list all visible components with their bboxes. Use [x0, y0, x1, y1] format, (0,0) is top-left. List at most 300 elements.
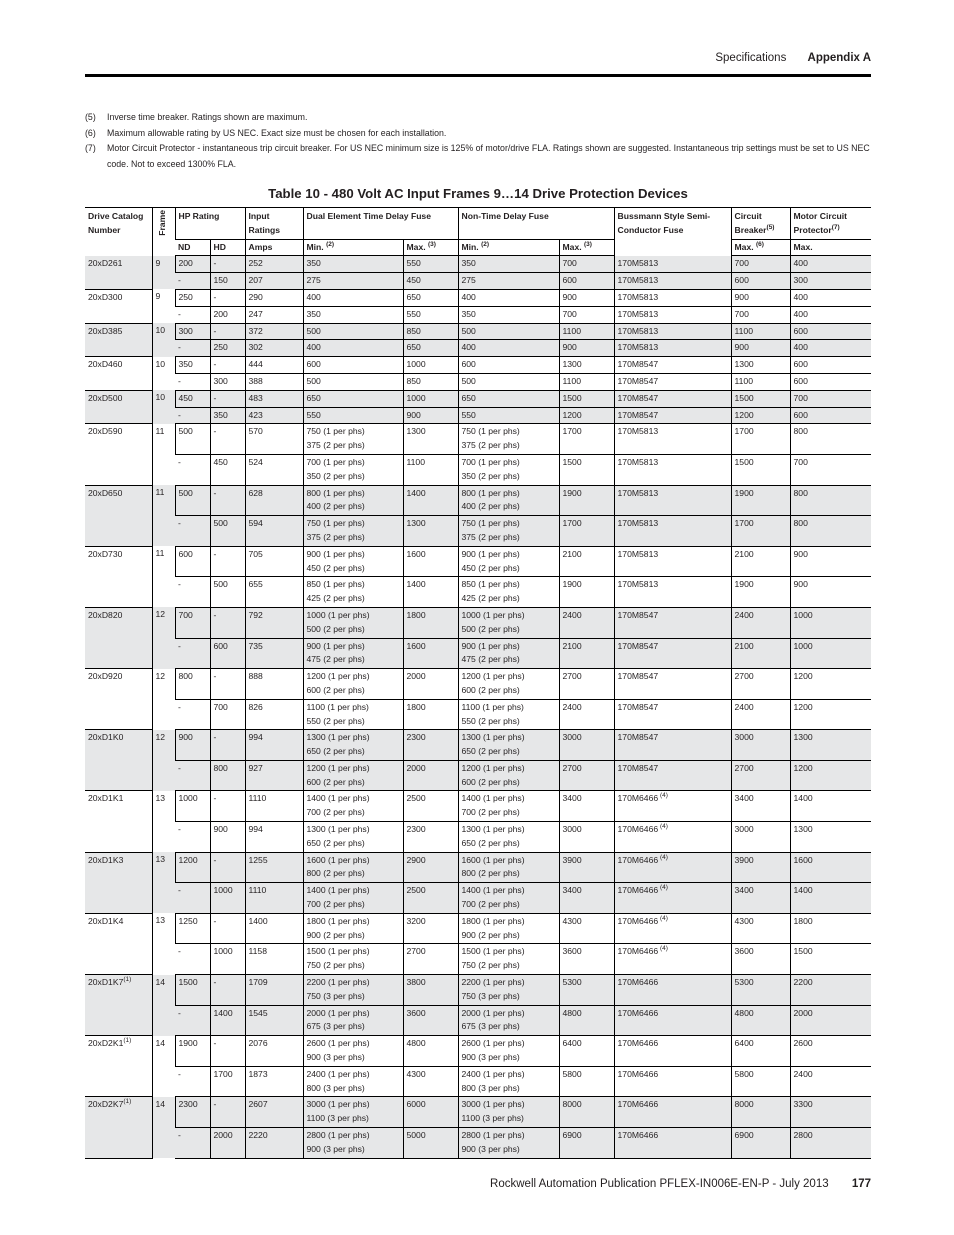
cb-cell: 3600 — [731, 944, 790, 975]
bussmann-cell: 170M5813 — [614, 340, 731, 357]
mcp-cell: 1800 — [790, 913, 871, 944]
amps-cell: 594 — [245, 516, 303, 547]
amps-cell: 252 — [245, 256, 303, 273]
catalog-cell: 20xD1K0 — [85, 730, 152, 791]
nontime-min-cell: 1600 (1 per phs) 800 (2 per phs) — [458, 852, 559, 883]
dual-max-cell: 1600 — [403, 546, 458, 577]
col-frame: Frame — [152, 208, 175, 256]
table-row — [85, 1128, 871, 1159]
dual-max-cell: 1600 — [403, 638, 458, 669]
nontime-max-cell: 2700 — [559, 669, 614, 700]
cb-cell: 8000 — [731, 1097, 790, 1128]
amps-cell: 2220 — [245, 1128, 303, 1159]
nd-cell: 200 — [175, 256, 210, 273]
hd-cell: - — [210, 1097, 245, 1128]
nontime-min-cell: 1200 (1 per phs) 600 (2 per phs) — [458, 669, 559, 700]
nontime-max-cell: 700 — [559, 256, 614, 273]
dual-min-cell: 1600 (1 per phs) 800 (2 per phs) — [303, 852, 403, 883]
bussmann-cell: 170M5813 — [614, 424, 731, 455]
mcp-cell: 800 — [790, 516, 871, 547]
dual-max-cell: 2900 — [403, 852, 458, 883]
bussmann-cell: 170M6466 $^{(4)}$ — [614, 944, 731, 975]
frame-cell: 12 — [152, 669, 175, 730]
catalog-cell: 20xD385 — [85, 323, 152, 357]
frame-cell: 9 — [152, 256, 175, 290]
nd-cell: - — [175, 516, 210, 547]
nd-cell: - — [175, 1066, 210, 1097]
bussmann-cell: 170M6466 — [614, 1005, 731, 1036]
mcp-cell: 800 — [790, 485, 871, 516]
bussmann-cell: 170M5813 — [614, 306, 731, 323]
mcp-cell: 800 — [790, 424, 871, 455]
bussmann-cell: 170M5813 — [614, 516, 731, 547]
amps-cell: 2607 — [245, 1097, 303, 1128]
page-header — [715, 52, 871, 64]
nontime-min-cell: 900 (1 per phs) 475 (2 per phs) — [458, 638, 559, 669]
nontime-max-cell: 2100 — [559, 546, 614, 577]
amps-cell: 2076 — [245, 1036, 303, 1067]
nontime-max-cell: 1700 — [559, 516, 614, 547]
hd-cell: 250 — [210, 340, 245, 357]
dual-max-cell: 550 — [403, 306, 458, 323]
nontime-min-cell: 400 — [458, 289, 559, 306]
cb-cell: 5300 — [731, 975, 790, 1006]
dual-min-cell: 1400 (1 per phs) 700 (2 per phs) — [303, 791, 403, 822]
cb-cell: 1700 — [731, 424, 790, 455]
cb-cell: 600 — [731, 273, 790, 290]
page-number: 177 — [851, 1178, 871, 1190]
frame-cell: 14 — [152, 1036, 175, 1097]
nontime-min-cell: 400 — [458, 340, 559, 357]
col-nontime-max: Max. $^{(3)}$ — [559, 239, 614, 256]
dual-min-cell: 350 — [303, 256, 403, 273]
amps-cell: 302 — [245, 340, 303, 357]
nontime-min-cell: 1300 (1 per phs) 650 (2 per phs) — [458, 730, 559, 761]
cb-cell: 900 — [731, 289, 790, 306]
nontime-min-cell: 900 (1 per phs) 450 (2 per phs) — [458, 546, 559, 577]
hd-cell: - — [210, 975, 245, 1006]
table-row — [85, 975, 871, 1006]
bussmann-cell: 170M6466 $^{(4)}$ — [614, 791, 731, 822]
table-row — [85, 669, 871, 700]
footnote: (7) Motor Circuit Protector - instantaneous trip circuit breaker. For US NEC minimum size is 125% of motor/drive FLA. Ratings shown are suggested. Instantaneous trip settings must be set to US NEC code. Not to exceed 1300% FLA. — [85, 143, 870, 169]
table-row — [85, 577, 871, 608]
col-dual-min: Min. $^{(2)}$ — [303, 239, 403, 256]
table-row — [85, 454, 871, 485]
drive-group — [85, 913, 871, 974]
section-label: Specifications — [715, 52, 787, 64]
mcp-cell: 1500 — [790, 944, 871, 975]
nontime-max-cell: 3400 — [559, 883, 614, 914]
hd-cell: - — [210, 913, 245, 944]
nd-cell: 300 — [175, 323, 210, 340]
bussmann-cell: 170M8547 — [614, 390, 731, 407]
dual-min-cell: 750 (1 per phs) 375 (2 per phs) — [303, 424, 403, 455]
cb-cell: 6400 — [731, 1036, 790, 1067]
cb-cell: 1100 — [731, 323, 790, 340]
mcp-cell: 400 — [790, 256, 871, 273]
drive-group — [85, 975, 871, 1036]
dual-max-cell: 3800 — [403, 975, 458, 1006]
nontime-max-cell: 2400 — [559, 607, 614, 638]
amps-cell: 628 — [245, 485, 303, 516]
nontime-min-cell: 850 (1 per phs) 425 (2 per phs) — [458, 577, 559, 608]
nontime-max-cell: 1900 — [559, 485, 614, 516]
col-catalog: Drive Catalog Number — [85, 208, 152, 256]
hd-cell: - — [210, 323, 245, 340]
col-mcp-max: Max. — [790, 239, 871, 256]
nontime-min-cell: 750 (1 per phs) 375 (2 per phs) — [458, 516, 559, 547]
nd-cell: - — [175, 699, 210, 730]
nontime-max-cell: 4800 — [559, 1005, 614, 1036]
table-row — [85, 944, 871, 975]
table-row — [85, 289, 871, 306]
nd-cell: - — [175, 407, 210, 424]
col-mcp: Motor Circuit Protector$^{(7)}$ — [790, 208, 871, 240]
hd-cell: - — [210, 485, 245, 516]
nontime-min-cell: 2400 (1 per phs) 800 (3 per phs) — [458, 1066, 559, 1097]
hd-cell: 600 — [210, 638, 245, 669]
nontime-max-cell: 3000 — [559, 822, 614, 853]
dual-min-cell: 1300 (1 per phs) 650 (2 per phs) — [303, 822, 403, 853]
mcp-cell: 700 — [790, 390, 871, 407]
bussmann-cell: 170M5813 — [614, 577, 731, 608]
mcp-cell: 600 — [790, 323, 871, 340]
frame-cell: 14 — [152, 1097, 175, 1158]
nontime-min-cell: 600 — [458, 357, 559, 374]
mcp-cell: 2400 — [790, 1066, 871, 1097]
mcp-cell: 1400 — [790, 791, 871, 822]
catalog-cell: 20xD1K4 — [85, 913, 152, 974]
nontime-max-cell: 600 — [559, 273, 614, 290]
bussmann-cell: 170M5813 — [614, 454, 731, 485]
dual-min-cell: 2000 (1 per phs) 675 (3 per phs) — [303, 1005, 403, 1036]
amps-cell: 994 — [245, 822, 303, 853]
bussmann-cell: 170M5813 — [614, 546, 731, 577]
nontime-max-cell: 3600 — [559, 944, 614, 975]
table-row — [85, 1097, 871, 1128]
nontime-max-cell: 3000 — [559, 730, 614, 761]
cb-cell: 3000 — [731, 822, 790, 853]
header-rule — [85, 74, 871, 77]
cb-cell: 1300 — [731, 357, 790, 374]
frame-cell: 13 — [152, 852, 175, 913]
dual-min-cell: 400 — [303, 340, 403, 357]
table-row — [85, 791, 871, 822]
amps-cell: 1545 — [245, 1005, 303, 1036]
mcp-cell: 400 — [790, 289, 871, 306]
amps-cell: 483 — [245, 390, 303, 407]
hd-cell: 200 — [210, 306, 245, 323]
nontime-max-cell: 2100 — [559, 638, 614, 669]
mcp-cell: 1000 — [790, 638, 871, 669]
mcp-cell: 2000 — [790, 1005, 871, 1036]
dual-min-cell: 500 — [303, 373, 403, 390]
amps-cell: 388 — [245, 373, 303, 390]
dual-min-cell: 2800 (1 per phs) 900 (3 per phs) — [303, 1128, 403, 1159]
bussmann-cell: 170M8547 — [614, 669, 731, 700]
bussmann-cell: 170M6466 $^{(4)}$ — [614, 913, 731, 944]
amps-cell: 1110 — [245, 791, 303, 822]
table-row — [85, 390, 871, 407]
dual-max-cell: 1800 — [403, 607, 458, 638]
nontime-min-cell: 700 (1 per phs) 350 (2 per phs) — [458, 454, 559, 485]
bussmann-cell: 170M8547 — [614, 730, 731, 761]
table-row — [85, 373, 871, 390]
appendix-label: Appendix A — [807, 52, 871, 64]
bussmann-cell: 170M6466 $^{(4)}$ — [614, 852, 731, 883]
bussmann-cell: 170M8547 — [614, 407, 731, 424]
hd-cell: 150 — [210, 273, 245, 290]
nd-cell: 500 — [175, 485, 210, 516]
mcp-cell: 3300 — [790, 1097, 871, 1128]
table-row — [85, 273, 871, 290]
drive-group — [85, 256, 871, 290]
nontime-max-cell: 1300 — [559, 357, 614, 374]
dual-max-cell: 4800 — [403, 1036, 458, 1067]
amps-cell: 372 — [245, 323, 303, 340]
table-row — [85, 883, 871, 914]
amps-cell: 290 — [245, 289, 303, 306]
table-row — [85, 340, 871, 357]
nontime-min-cell: 350 — [458, 256, 559, 273]
drive-group — [85, 1097, 871, 1158]
nontime-min-cell: 1500 (1 per phs) 750 (2 per phs) — [458, 944, 559, 975]
table-row — [85, 424, 871, 455]
nd-cell: - — [175, 822, 210, 853]
nontime-max-cell: 6900 — [559, 1128, 614, 1159]
table-row — [85, 323, 871, 340]
mcp-cell: 1300 — [790, 822, 871, 853]
hd-cell: 500 — [210, 577, 245, 608]
nontime-min-cell: 1400 (1 per phs) 700 (2 per phs) — [458, 883, 559, 914]
nontime-min-cell: 2800 (1 per phs) 900 (3 per phs) — [458, 1128, 559, 1159]
nd-cell: 1900 — [175, 1036, 210, 1067]
nd-cell: - — [175, 373, 210, 390]
bussmann-cell: 170M6466 — [614, 1036, 731, 1067]
amps-cell: 1110 — [245, 883, 303, 914]
nd-cell: - — [175, 944, 210, 975]
dual-min-cell: 1200 (1 per phs) 600 (2 per phs) — [303, 760, 403, 791]
cb-cell: 3400 — [731, 791, 790, 822]
nontime-min-cell: 2600 (1 per phs) 900 (3 per phs) — [458, 1036, 559, 1067]
dual-max-cell: 2700 — [403, 944, 458, 975]
mcp-cell: 400 — [790, 306, 871, 323]
dual-max-cell: 1300 — [403, 516, 458, 547]
dual-max-cell: 1000 — [403, 390, 458, 407]
table-row — [85, 306, 871, 323]
dual-max-cell: 4300 — [403, 1066, 458, 1097]
frame-cell: 11 — [152, 546, 175, 607]
mcp-cell: 1200 — [790, 669, 871, 700]
nd-cell: 1500 — [175, 975, 210, 1006]
mcp-cell: 900 — [790, 546, 871, 577]
hd-cell: - — [210, 730, 245, 761]
amps-cell: 1873 — [245, 1066, 303, 1097]
dual-min-cell: 1000 (1 per phs) 500 (2 per phs) — [303, 607, 403, 638]
mcp-cell: 600 — [790, 357, 871, 374]
nontime-min-cell: 350 — [458, 306, 559, 323]
table-row — [85, 607, 871, 638]
drive-group — [85, 357, 871, 391]
nontime-max-cell: 5300 — [559, 975, 614, 1006]
nd-cell: 900 — [175, 730, 210, 761]
amps-cell: 705 — [245, 546, 303, 577]
nd-cell: 700 — [175, 607, 210, 638]
nontime-min-cell: 1000 (1 per phs) 500 (2 per phs) — [458, 607, 559, 638]
drive-group — [85, 669, 871, 730]
dual-max-cell: 1800 — [403, 699, 458, 730]
hd-cell: - — [210, 607, 245, 638]
nontime-min-cell: 500 — [458, 323, 559, 340]
dual-min-cell: 1200 (1 per phs) 600 (2 per phs) — [303, 669, 403, 700]
cb-cell: 3400 — [731, 883, 790, 914]
col-nontime-min: Min. $^{(2)}$ — [458, 239, 559, 256]
dual-max-cell: 850 — [403, 373, 458, 390]
amps-cell: 1158 — [245, 944, 303, 975]
bussmann-cell: 170M5813 — [614, 289, 731, 306]
frame-cell: 13 — [152, 791, 175, 852]
nontime-min-cell: 1800 (1 per phs) 900 (2 per phs) — [458, 913, 559, 944]
cb-cell: 1500 — [731, 454, 790, 485]
dual-max-cell: 2300 — [403, 730, 458, 761]
table-row — [85, 546, 871, 577]
cb-cell: 1700 — [731, 516, 790, 547]
nd-cell: - — [175, 273, 210, 290]
cb-cell: 1500 — [731, 390, 790, 407]
col-dual: Dual Element Time Delay Fuse — [303, 208, 458, 240]
bussmann-cell: 170M6466 — [614, 1066, 731, 1097]
nontime-min-cell: 1300 (1 per phs) 650 (2 per phs) — [458, 822, 559, 853]
nontime-max-cell: 1100 — [559, 323, 614, 340]
col-hd: HD — [210, 239, 245, 256]
hd-cell: - — [210, 357, 245, 374]
dual-min-cell: 750 (1 per phs) 375 (2 per phs) — [303, 516, 403, 547]
amps-cell: 888 — [245, 669, 303, 700]
cb-cell: 3000 — [731, 730, 790, 761]
nontime-min-cell: 1400 (1 per phs) 700 (2 per phs) — [458, 791, 559, 822]
col-nd: ND — [175, 239, 210, 256]
mcp-cell: 400 — [790, 340, 871, 357]
bussmann-cell: 170M5813 — [614, 485, 731, 516]
catalog-cell: 20xD650 — [85, 485, 152, 546]
drive-group — [85, 323, 871, 357]
cb-cell: 700 — [731, 306, 790, 323]
drive-group — [85, 791, 871, 852]
dual-max-cell: 650 — [403, 289, 458, 306]
mcp-cell: 2800 — [790, 1128, 871, 1159]
catalog-cell: 20xD1K7$^{(1)}$ — [85, 975, 152, 1036]
catalog-cell: 20xD261 — [85, 256, 152, 290]
amps-cell: 570 — [245, 424, 303, 455]
footnote: (5) Inverse time breaker. Ratings shown are maximum. — [85, 112, 308, 122]
amps-cell: 247 — [245, 306, 303, 323]
nontime-max-cell: 1200 — [559, 407, 614, 424]
nontime-max-cell: 4300 — [559, 913, 614, 944]
frame-cell: 13 — [152, 913, 175, 974]
mcp-cell: 1200 — [790, 760, 871, 791]
amps-cell: 207 — [245, 273, 303, 290]
hd-cell: 450 — [210, 454, 245, 485]
nd-cell: 1000 — [175, 791, 210, 822]
drive-group — [85, 730, 871, 791]
dual-min-cell: 350 — [303, 306, 403, 323]
table-row — [85, 1066, 871, 1097]
catalog-cell: 20xD2K1$^{(1)}$ — [85, 1036, 152, 1097]
frame-cell: 14 — [152, 975, 175, 1036]
amps-cell: 826 — [245, 699, 303, 730]
dual-min-cell: 900 (1 per phs) 450 (2 per phs) — [303, 546, 403, 577]
table-row — [85, 822, 871, 853]
drive-group — [85, 546, 871, 607]
frame-cell: 10 — [152, 390, 175, 424]
bussmann-cell: 170M5813 — [614, 273, 731, 290]
nontime-min-cell: 750 (1 per phs) 375 (2 per phs) — [458, 424, 559, 455]
hd-cell: 1700 — [210, 1066, 245, 1097]
nontime-min-cell: 650 — [458, 390, 559, 407]
dual-min-cell: 2600 (1 per phs) 900 (3 per phs) — [303, 1036, 403, 1067]
nd-cell: - — [175, 883, 210, 914]
col-hp: HP Rating — [175, 208, 245, 240]
footnotes — [85, 110, 871, 172]
nd-cell: 2300 — [175, 1097, 210, 1128]
hd-cell: 1400 — [210, 1005, 245, 1036]
dual-min-cell: 3000 (1 per phs) 1100 (3 per phs) — [303, 1097, 403, 1128]
dual-min-cell: 800 (1 per phs) 400 (2 per phs) — [303, 485, 403, 516]
nd-cell: 600 — [175, 546, 210, 577]
col-bussmann: Bussmann Style Semi-Conductor Fuse — [614, 208, 731, 256]
frame-cell: 9 — [152, 289, 175, 323]
bussmann-cell: 170M8547 — [614, 699, 731, 730]
dual-min-cell: 600 — [303, 357, 403, 374]
dual-min-cell: 500 — [303, 323, 403, 340]
amps-cell: 994 — [245, 730, 303, 761]
mcp-cell: 2600 — [790, 1036, 871, 1067]
catalog-cell: 20xD1K1 — [85, 791, 152, 852]
bussmann-cell: 170M6466 — [614, 975, 731, 1006]
frame-cell: 11 — [152, 424, 175, 485]
dual-max-cell: 5000 — [403, 1128, 458, 1159]
table-row — [85, 760, 871, 791]
dual-min-cell: 1300 (1 per phs) 650 (2 per phs) — [303, 730, 403, 761]
nontime-min-cell: 800 (1 per phs) 400 (2 per phs) — [458, 485, 559, 516]
amps-cell: 1709 — [245, 975, 303, 1006]
nontime-max-cell: 900 — [559, 340, 614, 357]
nontime-max-cell: 3900 — [559, 852, 614, 883]
cb-cell: 2700 — [731, 669, 790, 700]
nd-cell: - — [175, 760, 210, 791]
cb-cell: 1900 — [731, 485, 790, 516]
bussmann-cell: 170M5813 — [614, 323, 731, 340]
dual-max-cell: 2000 — [403, 669, 458, 700]
nd-cell: - — [175, 1005, 210, 1036]
catalog-cell: 20xD1K3 — [85, 852, 152, 913]
dual-max-cell: 2500 — [403, 791, 458, 822]
table-row — [85, 1036, 871, 1067]
frame-cell: 12 — [152, 607, 175, 668]
footnote: (6) Maximum allowable rating by US NEC. Exact size must be chosen for each installation. — [85, 127, 447, 138]
dual-min-cell: 275 — [303, 273, 403, 290]
cb-cell: 1200 — [731, 407, 790, 424]
bussmann-cell: 170M6466 $^{(4)}$ — [614, 883, 731, 914]
nd-cell: 500 — [175, 424, 210, 455]
table-row — [85, 256, 871, 273]
nontime-max-cell: 1700 — [559, 424, 614, 455]
bussmann-cell: 170M6466 — [614, 1128, 731, 1159]
hd-cell: 300 — [210, 373, 245, 390]
bussmann-cell: 170M6466 $^{(4)}$ — [614, 822, 731, 853]
dual-max-cell: 1400 — [403, 485, 458, 516]
